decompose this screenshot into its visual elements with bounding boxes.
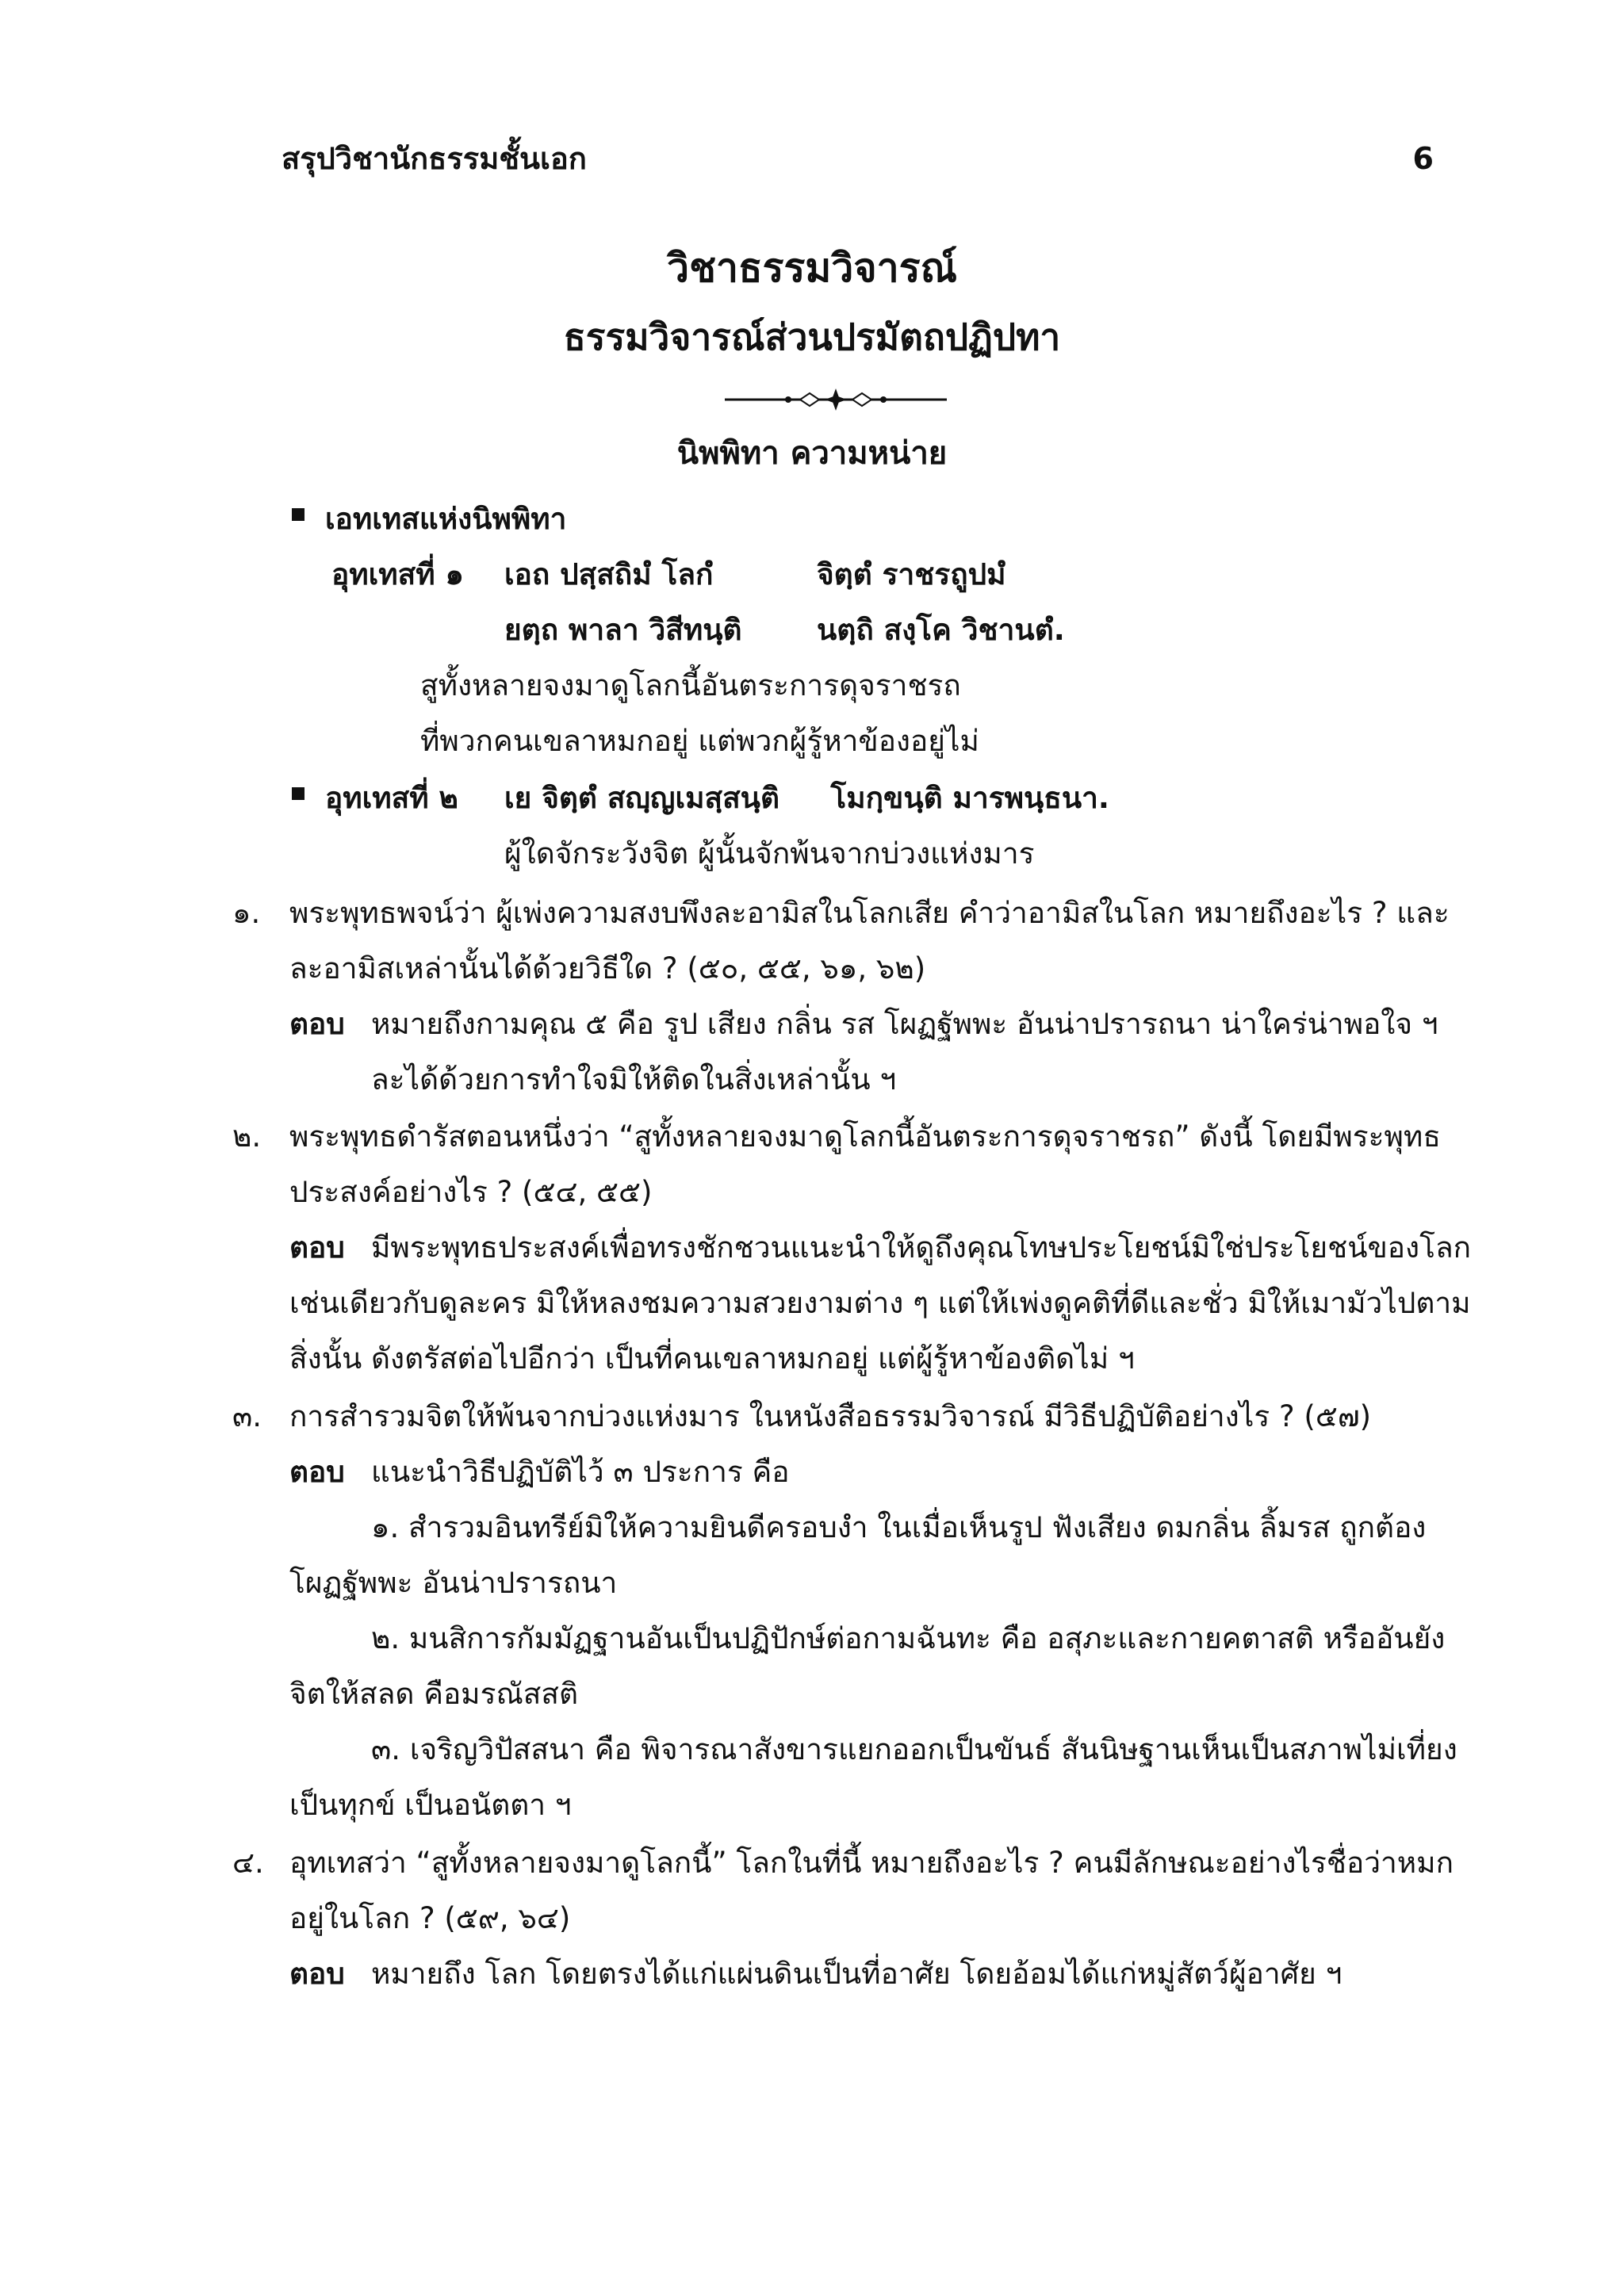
uddesa-two-line — [292, 781, 458, 816]
q1-line-2: ละอามิสเหล่านั้นได้ด้วยวิธีใด ? (๕๐, ๕๕, ๖๑, ๖๒) — [289, 951, 926, 985]
bullet-square-icon — [292, 787, 304, 800]
q2-line-2: ประสงค์อย่างไร ? (๕๔, ๕๕) — [289, 1175, 653, 1209]
q1-answer-2: ละได้ด้วยการทำใจมิให้ติดในสิ่งเหล่านั้น ฯ — [371, 1062, 897, 1096]
page-subtitle: ธรรมวิจารณ์ส่วนปรมัตถปฏิปทา — [563, 316, 1061, 358]
q2-answer-2: เช่นเดียวกับดูละคร มิให้หลงชมความสวยงามต่าง ๆ แต่ให้เพ่งดูคติที่ดีและชั่ว มิให้เมามัวไปตาม — [289, 1286, 1471, 1320]
q3-item-3a: ๓. เจริญวิปัสสนา คือ พิจารณาสังขารแยกออกเป็นขันธ์ สันนิษฐานเห็นเป็นสภาพไม่เที่ยง — [371, 1732, 1457, 1766]
q1-answer-label: ตอบ — [289, 1007, 345, 1041]
q3-item-3b: เป็นทุกข์ เป็นอนัตตา ฯ — [289, 1788, 572, 1822]
uddesa-heading-line — [292, 502, 566, 537]
q3-item-2a: ๒. มนสิการกัมมัฏฐานอันเป็นปฏิปักษ์ต่อกามฉันทะ คือ อสุภะและกายคตาสติ หรืออันยัง — [371, 1621, 1446, 1655]
uddesa-one-thai-2: ที่พวกคนเขลาหมกอยู่ แต่พวกผู้รู้หาข้องอยู่ไม่ — [420, 724, 979, 758]
q1-answer-1: หมายถึงกามคุณ ๕ คือ รูป เสียง กลิ่น รส โผฏฐัพพะ อันน่าปรารถนา น่าใคร่น่าพอใจ ฯ — [371, 1007, 1438, 1041]
running-header-title: สรุปวิชานักธรรมชั้นเอก — [282, 141, 587, 176]
uddesa-one-thai-1: สูทั้งหลายจงมาดูโลกนี้อันตระการดุจราชรถ — [420, 668, 961, 702]
uddesa-one-pali-1a: เอถ ปสฺสถิมํ โลกํ — [504, 557, 714, 591]
uddesa-one-pali-2a: ยตฺถ พาลา วิสีทนฺติ — [504, 613, 742, 647]
uddesa-two-pali: เย จิตฺตํ สญฺญเมสฺสนฺติ โมกฺขนฺติ มารพนฺธนา. — [504, 781, 1109, 815]
q2-line-1: พระพุทธดำรัสตอนหนึ่งว่า “สูทั้งหลายจงมาดูโลกนี้อันตระการดุจราชรถ” ดังนี้ โดยมีพระพุทธ — [289, 1119, 1441, 1154]
q4-answer-1: หมายถึง โลก โดยตรงได้แก่แผ่นดินเป็นที่อาศัย โดยอ้อมได้แก่หมู่สัตว์ผู้อาศัย ฯ — [371, 1957, 1342, 1991]
q1-number: ๑. — [232, 896, 261, 930]
q3-item-1b: โผฏฐัพพะ อันน่าปรารถนา — [289, 1566, 618, 1600]
q3-number: ๓. — [232, 1399, 262, 1433]
q4-line-1: อุทเทสว่า “สูทั้งหลายจงมาดูโลกนี้” โลกในที่นี้ หมายถึงอะไร ? คนมีลักษณะอย่างไรชื่อว่าหมก — [289, 1846, 1454, 1880]
uddesa-two-thai: ผู้ใดจักระวังจิต ผู้นั้นจักพ้นจากบ่วงแห่งมาร — [504, 836, 1035, 871]
q2-answer-label: ตอบ — [289, 1230, 345, 1265]
section-title: นิพพิทา ความหน่าย — [676, 435, 948, 472]
q4-number: ๔. — [232, 1846, 264, 1880]
uddesa-one-pali-2b: นตฺถิ สงฺโค วิชานตํ. — [817, 613, 1065, 647]
page-title: วิชาธรรมวิจารณ์ — [667, 245, 957, 291]
q3-item-2b: จิตให้สลด คือมรณัสสติ — [289, 1677, 578, 1711]
q4-line-2: อยู่ในโลก ? (๕๙, ๖๔) — [289, 1901, 571, 1935]
q1-line-1: พระพุทธพจน์ว่า ผู้เพ่งความสงบพึงละอามิสในโลกเสีย คำว่าอามิสในโลก หมายถึงอะไร ? และ — [289, 896, 1450, 930]
page-number: 6 — [1412, 141, 1434, 176]
q4-answer-label: ตอบ — [289, 1957, 345, 1991]
bullet-square-icon — [292, 508, 304, 521]
q3-answer-label: ตอบ — [289, 1455, 345, 1489]
ornament-divider-icon — [725, 384, 947, 415]
q2-answer-1: มีพระพุทธประสงค์เพื่อทรงชักชวนแนะนำให้ดูถึงคุณโทษประโยชน์มิใช่ประโยชน์ของโลก — [371, 1230, 1472, 1265]
uddesa-one-label: อุทเทสที่ ๑ — [331, 557, 464, 591]
q3-line-1: การสำรวมจิตให้พ้นจากบ่วงแห่งมาร ในหนังสือธรรมวิจารณ์ มีวิธีปฏิบัติอย่างไร ? (๕๗) — [289, 1399, 1372, 1433]
q3-answer-1: แนะนำวิธีปฏิบัติไว้ ๓ ประการ คือ — [371, 1455, 790, 1489]
uddesa-heading: เอทเทสแห่งนิพพิทา — [325, 502, 567, 536]
uddesa-one-pali-1b: จิตฺตํ ราชรถูปมํ — [817, 557, 1006, 591]
q3-item-1a: ๑. สำรวมอินทรีย์มิให้ความยินดีครอบงำ ในเมื่อเห็นรูป ฟังเสียง ดมกลิ่น ลิ้มรส ถูกต้อง — [371, 1510, 1427, 1544]
q2-answer-3: สิ่งนั้น ดังตรัสต่อไปอีกว่า เป็นที่คนเขลาหมกอยู่ แต่ผู้รู้หาข้องติดไม่ ฯ — [289, 1341, 1135, 1376]
uddesa-two-label: อุทเทสที่ ๒ — [325, 781, 458, 815]
q2-number: ๒. — [232, 1119, 262, 1154]
